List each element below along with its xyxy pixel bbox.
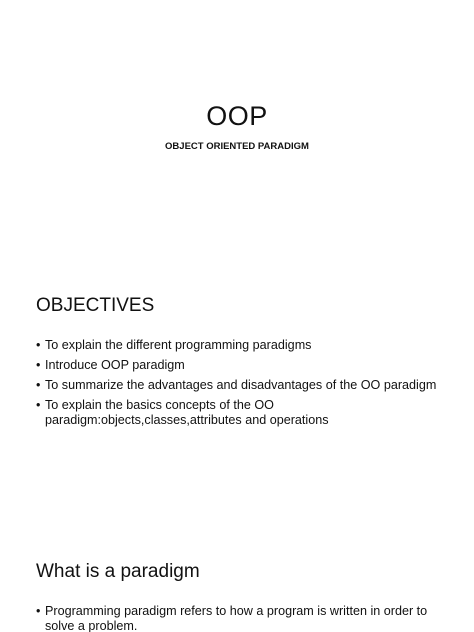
list-item-text: To summarize the advantages and disadvantages of the OO paradigm <box>45 378 437 392</box>
bullet-icon: • <box>36 358 41 372</box>
list-item-text: To explain the different programming paradigms <box>45 338 312 352</box>
list-item <box>36 338 446 353</box>
list-item <box>36 604 446 632</box>
paradigm-heading: What is a paradigm <box>36 561 200 582</box>
bullet-icon: • <box>36 378 41 392</box>
list-item-text: Introduce OOP paradigm <box>45 358 185 372</box>
slide-title: OOP <box>206 101 268 131</box>
title-slide <box>0 0 474 265</box>
bullet-icon: • <box>36 398 41 412</box>
list-item-text: Programming paradigm refers to how a program is written in order to solve a problem. <box>45 604 428 632</box>
list-item-text: To explain the basics concepts of the OO paradigm:objects,classes,attributes and operations <box>45 398 329 427</box>
list-item <box>36 398 446 428</box>
bullet-icon: • <box>36 604 41 618</box>
objectives-list <box>36 338 446 433</box>
objectives-heading: OBJECTIVES <box>36 295 155 316</box>
list-item <box>36 378 446 393</box>
objectives-slide <box>0 266 474 532</box>
slide-subtitle: OBJECT ORIENTED PARADIGM <box>165 141 309 152</box>
paradigm-list <box>36 604 446 632</box>
bullet-icon: • <box>36 338 41 352</box>
list-item <box>36 358 446 373</box>
paradigm-slide <box>0 533 474 632</box>
